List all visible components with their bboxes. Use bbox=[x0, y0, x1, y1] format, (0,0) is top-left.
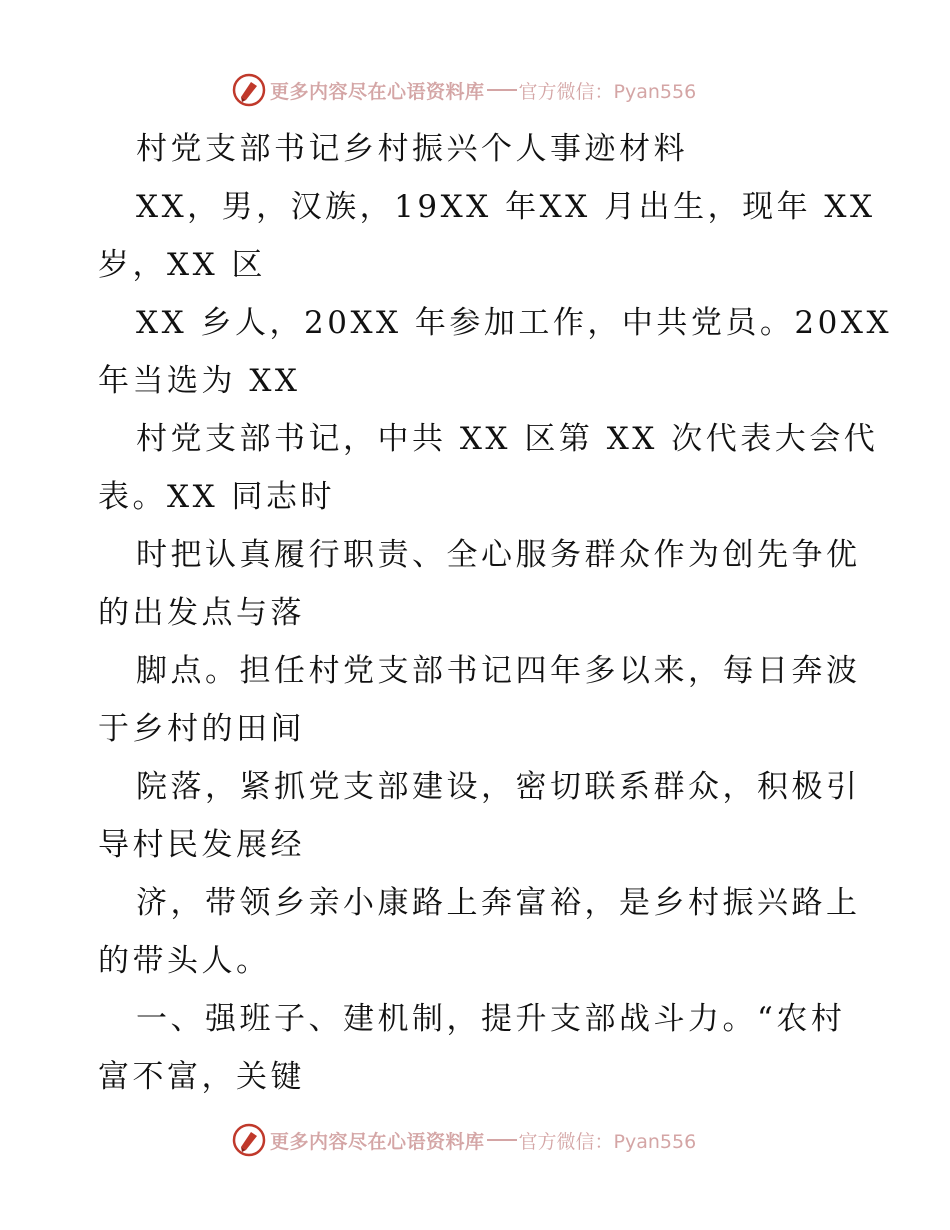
watermark-separator bbox=[487, 89, 517, 91]
section-heading-line: 一、强班子、建机制，提升支部战斗力。“农村 bbox=[136, 1001, 846, 1037]
text-line: 年当选为 XX bbox=[98, 363, 301, 399]
text-line: XX 乡人，20XX 年参加工作，中共党员。20XX bbox=[136, 305, 893, 341]
document-title: 村党支部书记乡村振兴个人事迹材料 bbox=[136, 131, 688, 167]
text-line: 院落，紧抓党支部建设，密切联系群众，积极引 bbox=[136, 769, 861, 805]
text-line: 济，带领乡亲小康路上奔富裕，是乡村振兴路上 bbox=[136, 885, 861, 921]
text-line: 表。XX 同志时 bbox=[98, 479, 335, 515]
text-line: 脚点。担任村党支部书记四年多以来，每日奔波 bbox=[136, 653, 861, 689]
text-line: 的出发点与落 bbox=[98, 595, 305, 631]
text-line: 时把认真履行职责、全心服务群众作为创先争优 bbox=[136, 537, 861, 573]
watermark-brand-text: 更多内容尽在心语资料库 bbox=[270, 80, 485, 103]
text-line: 于乡村的田间 bbox=[98, 711, 305, 747]
pen-nib-logo-icon bbox=[232, 1123, 266, 1157]
text-line: 富不富，关键 bbox=[98, 1059, 305, 1095]
header-watermark bbox=[232, 72, 696, 108]
text-line: 村党支部书记，中共 XX 区第 XX 次代表大会代 bbox=[136, 421, 879, 457]
watermark-wechat-text: 官方微信：Pyan556 bbox=[518, 80, 697, 103]
watermark-brand-text: 更多内容尽在心语资料库 bbox=[270, 1130, 485, 1153]
document-body bbox=[98, 120, 893, 1106]
pen-nib-logo-icon bbox=[232, 73, 266, 107]
text-line: 的带头人。 bbox=[98, 943, 271, 979]
text-line: XX，男，汉族，19XX 年XX 月出生，现年 XX bbox=[136, 189, 876, 225]
watermark-separator bbox=[487, 1139, 517, 1141]
text-line: 导村民发展经 bbox=[98, 827, 305, 863]
footer-watermark bbox=[232, 1122, 696, 1158]
text-line: 岁，XX 区 bbox=[98, 247, 266, 283]
watermark-wechat-text: 官方微信：Pyan556 bbox=[518, 1130, 697, 1153]
